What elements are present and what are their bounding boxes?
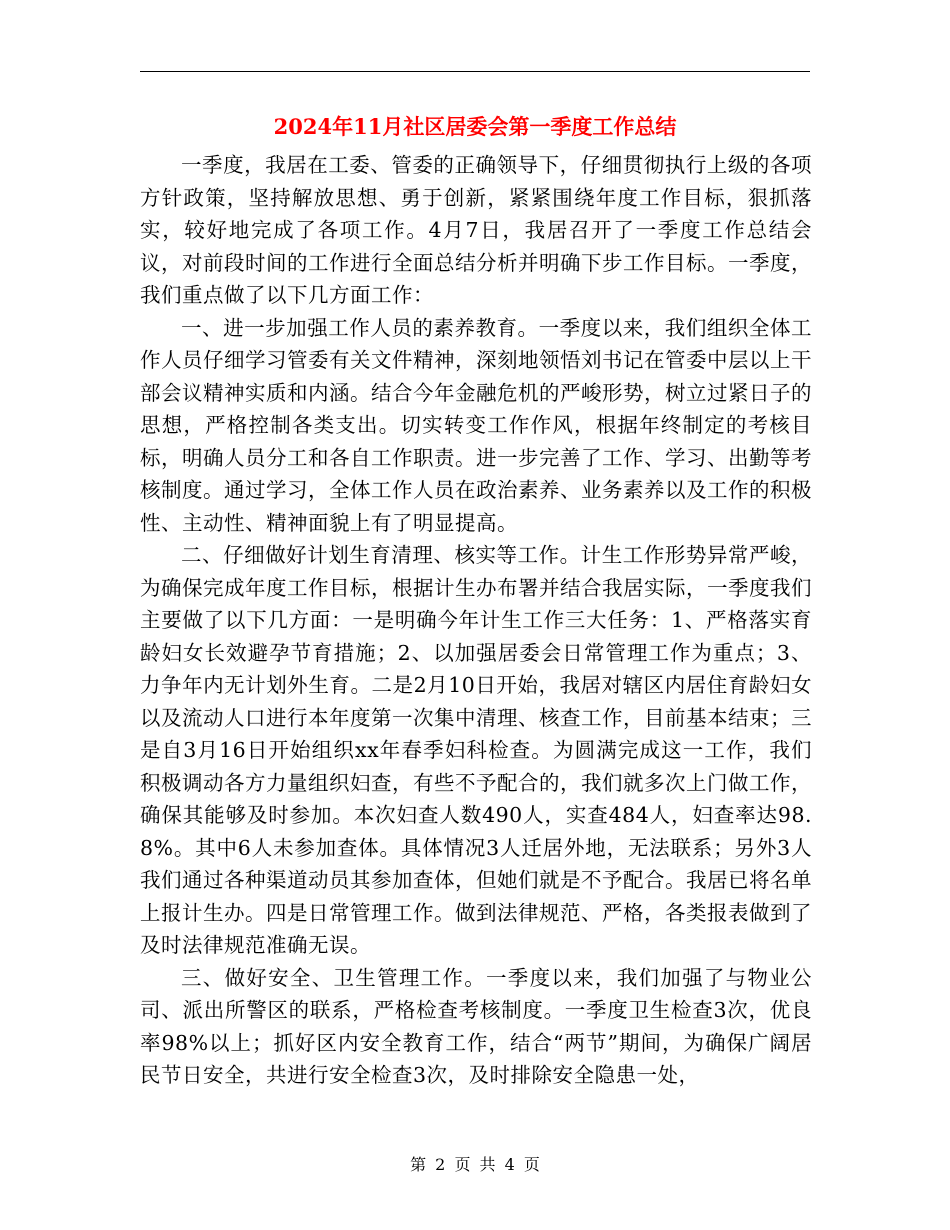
page-number: 第 2 页 共 4 页: [410, 1155, 540, 1174]
paragraph-section-one: 一、进一步加强工作人员的素养教育。一季度以来，我们组织全体工作人员仔细学习管委有关文件精神，深刻地领悟刘书记在管委中层以上干部会议精神实质和内涵。结合今年金融危机的严峻形势，树立过紧日子的思想，严格控制各类支出。切实转变工作作风，根据年终制定的考核目标，明确人员分工和各自工作职责。进一步完善了工作、学习、出勤等考核制度。通过学习，全体工作人员在政治素养、业务素养以及工作的积极性、主动性、精神面貌上有了明显提高。: [140, 315, 812, 535]
paragraph-section-three: 三、做好安全、卫生管理工作。一季度以来，我们加强了与物业公司、派出所警区的联系，严格检查考核制度。一季度卫生检查3次，优良率98%以上；抓好区内安全教育工作，结合“两节”期间，为确保广阔居民节日安全，共进行安全检查3次，及时排除安全隐患一处，: [140, 965, 812, 1087]
paragraph-intro: 一季度，我居在工委、管委的正确领导下，仔细贯彻执行上级的各项方针政策，坚持解放思想、勇于创新，紧紧围绕年度工作目标，狠抓落实，较好地完成了各项工作。4月7日，我居召开了一季度工作总结会议，对前段时间的工作进行全面总结分析并明确下步工作目标。一季度，我们重点做了以下几方面工作：: [140, 153, 812, 307]
document-body: [140, 149, 812, 1092]
header-rule: [140, 71, 810, 72]
paragraph-section-two: 二、仔细做好计划生育清理、核实等工作。计生工作形势异常严峻，为确保完成年度工作目标，根据计生办布署并结合我居实际，一季度我们主要做了以下几方面：一是明确今年计生工作三大任务：1、严格落实育龄妇女长效避孕节育措施；2、以加强居委会日常管理工作为重点；3、力争年内无计划外生育。二是2月10日开始，我居对辖区内居住育龄妇女以及流动人口进行本年度第一次集中清理、核查工作，目前基本结束；三是自3月16日开始组织xx年春季妇科检查。为圆满完成这一工作，我们积极调动各方力量组织妇查，有些不予配合的，我们就多次上门做工作，确保其能够及时参加。本次妇查人数490人，实查484人，妇查率达98.8%。其中6人未参加查体。具体情况3人迁居外地，无法联系；另外3人我们通过各种渠道动员其参加查体，但她们就是不予配合。我居已将名单上报计生办。四是日常管理工作。做到法律规范、严格，各类报表做到了及时法律规范准确无误。: [140, 543, 812, 957]
document-title: 2024年11月社区居委会第一季度工作总结: [273, 114, 677, 139]
